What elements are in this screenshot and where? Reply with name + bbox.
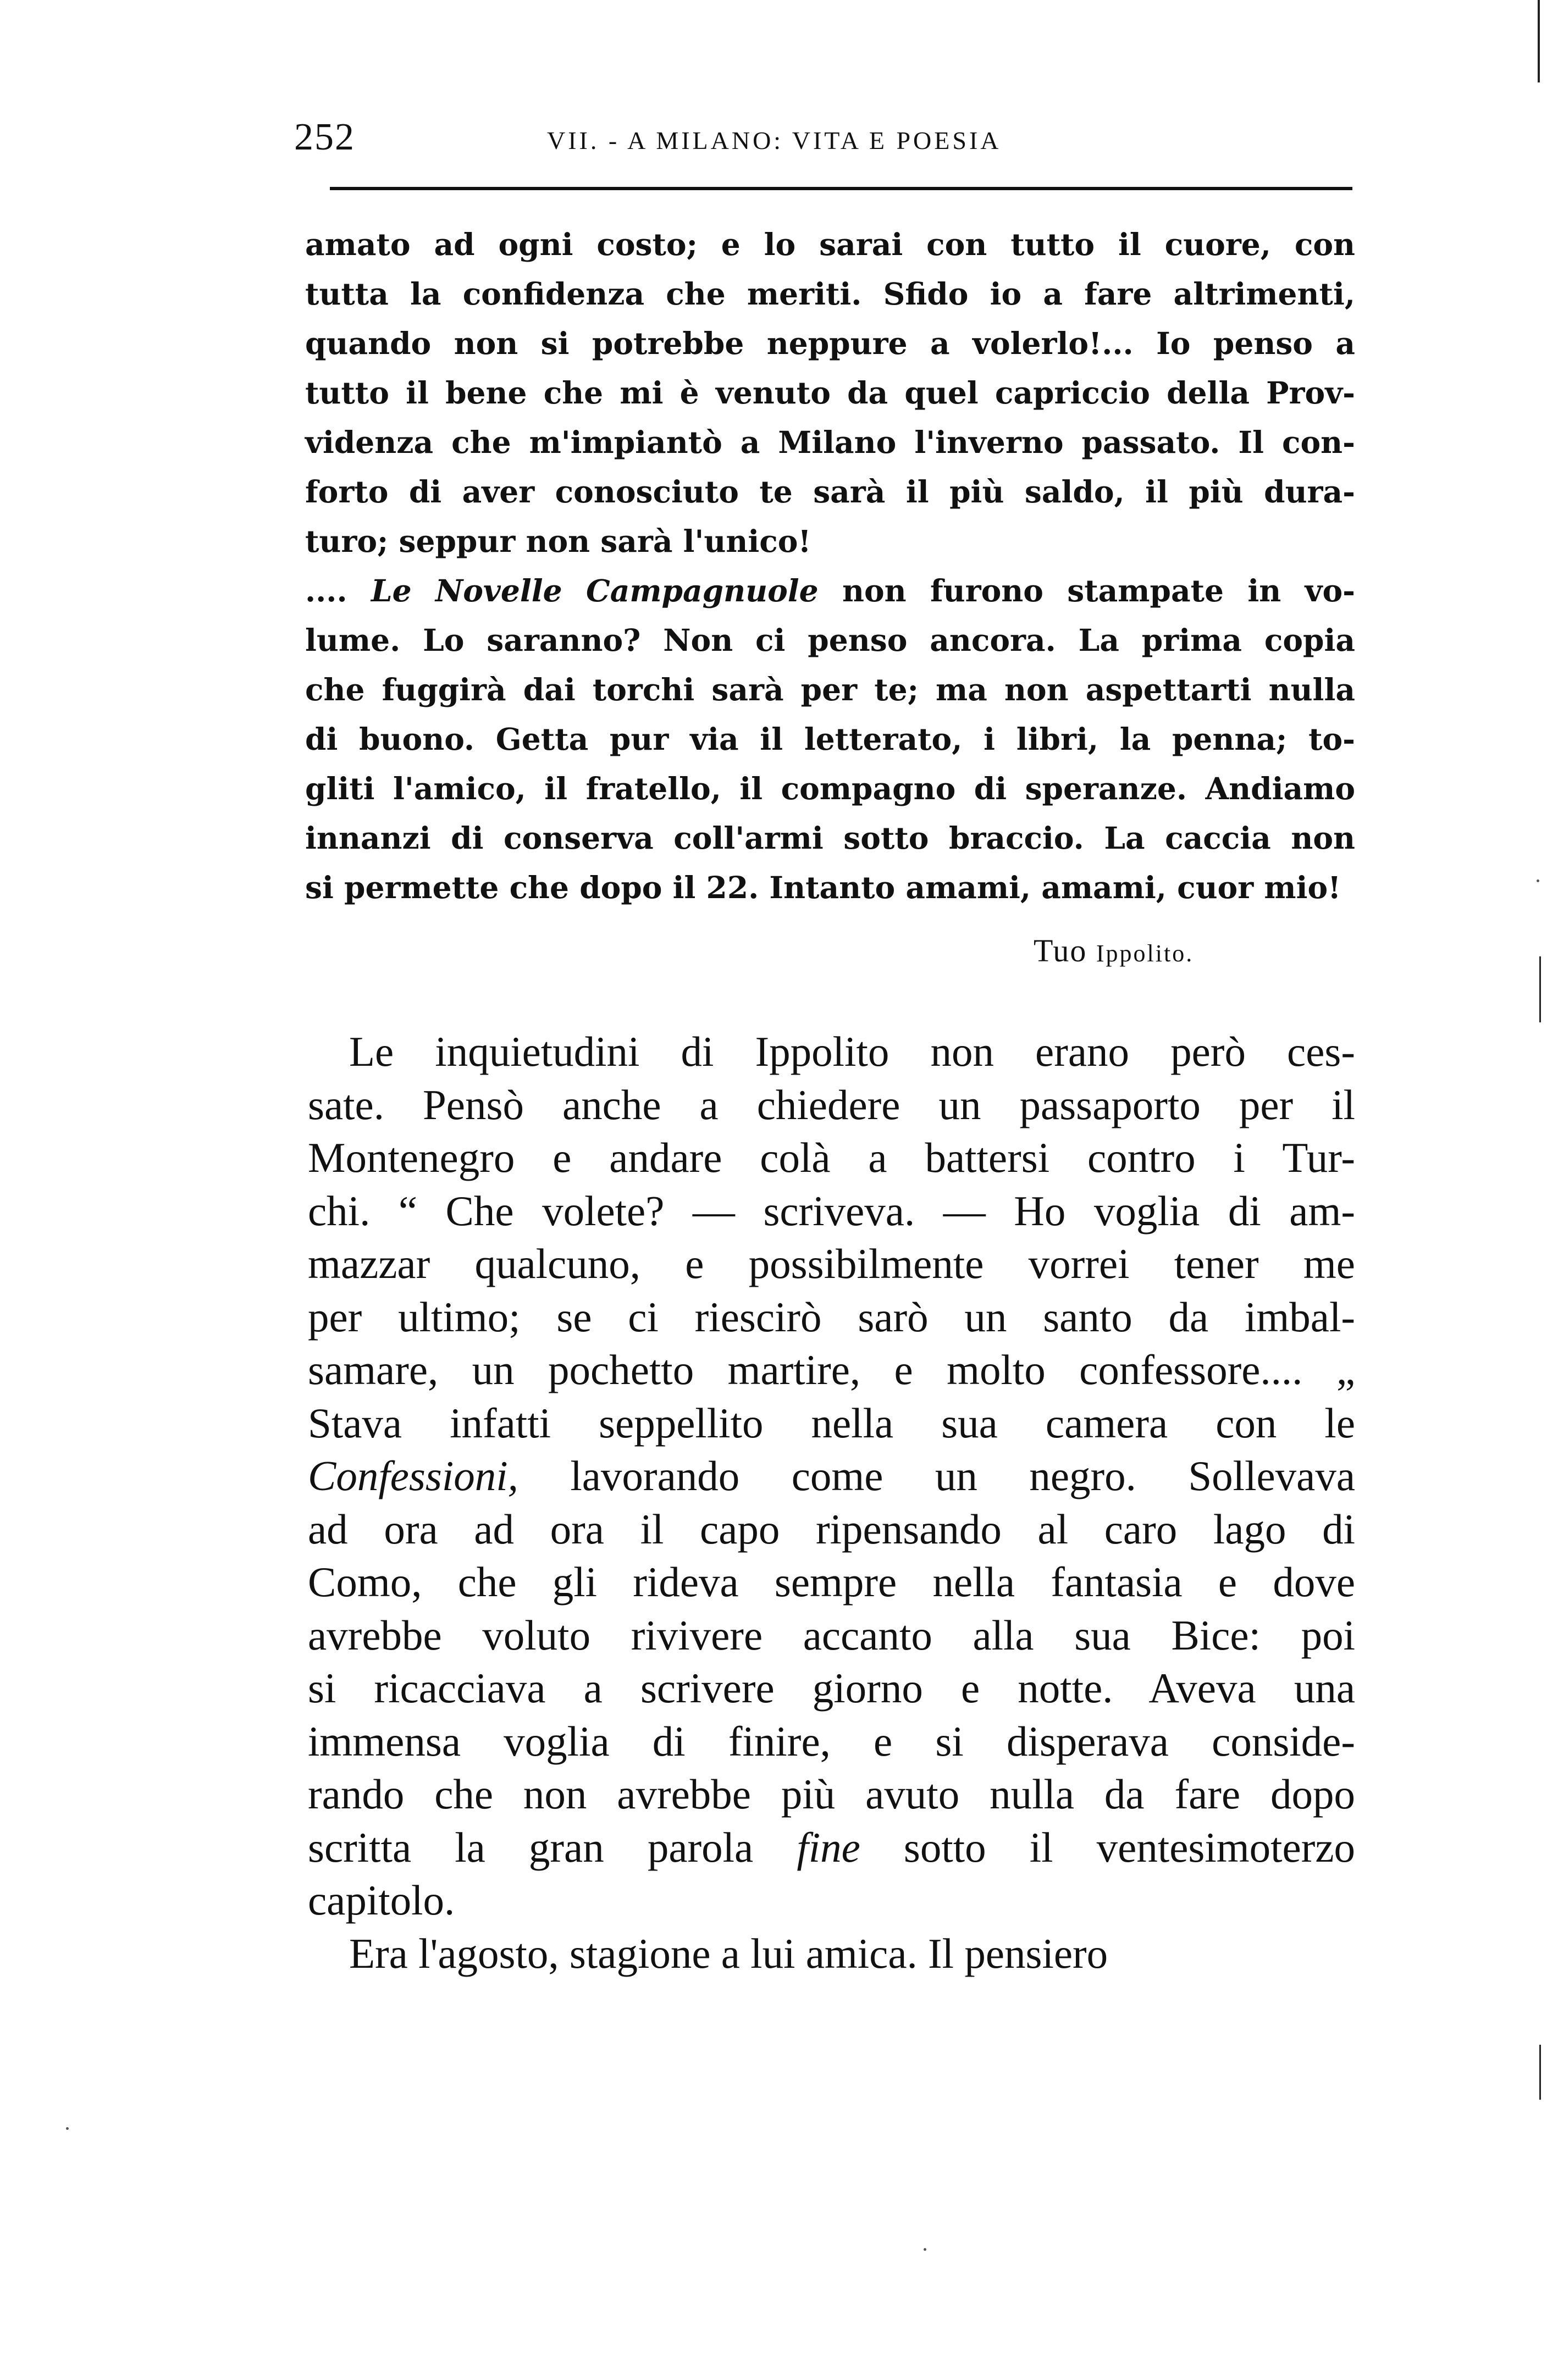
letter-line: amato ad ogni costo; e lo sarai con tutto il cuore, con bbox=[305, 226, 1355, 262]
body-line: per ultimo; se ci riescirò sarò un santo da imbal- bbox=[308, 1293, 1355, 1341]
letter-line: turo; seppur non sarà l'unico! bbox=[305, 523, 811, 559]
letter-line: innanzi di conserva coll'armi sotto braccio. La caccia non bbox=[305, 820, 1355, 856]
letter-line: lume. Lo saranno? Non ci penso ancora. La prima copia bbox=[305, 622, 1355, 658]
body-line: Montenegro e andare colà a battersi contro i Tur- bbox=[308, 1134, 1355, 1181]
signature-word: Tuo bbox=[1034, 933, 1087, 968]
body-line: ad ora ad ora il capo ripensando al caro lago di bbox=[308, 1505, 1355, 1553]
letter-line: tutto il bene che mi è venuto da quel capriccio della Prov- bbox=[305, 375, 1355, 411]
scan-edge-mark bbox=[1539, 2045, 1541, 2100]
body-text bbox=[308, 1025, 1355, 1980]
body-line: sate. Pensò anche a chiedere un passaporto per il bbox=[308, 1081, 1355, 1128]
line-text: non furono stampate in vo- bbox=[842, 573, 1356, 608]
body-line: Le inquietudini di Ippolito non erano però ces- bbox=[349, 1028, 1355, 1075]
page-number: 252 bbox=[294, 116, 355, 158]
letter-line: di buono. Getta pur via il letterato, i libri, la penna; to- bbox=[305, 721, 1355, 757]
scan-speck bbox=[66, 2127, 69, 2130]
body-line: avrebbe voluto rivivere accanto alla sua Bice: poi bbox=[308, 1611, 1355, 1659]
body-line: chi. “ Che volete? — scriveva. — Ho voglia di am- bbox=[308, 1187, 1355, 1235]
line-text: scritta la gran parola bbox=[308, 1823, 754, 1871]
letter-line: quando non si potrebbe neppure a volerlo!... Io penso a bbox=[305, 325, 1355, 361]
line-text: lavorando come un negro. Sollevava bbox=[570, 1452, 1355, 1499]
letter-line: videnza che m'impiantò a Milano l'inverno passato. Il con- bbox=[305, 424, 1355, 460]
body-line: Como, che gli rideva sempre nella fantasia e dove bbox=[308, 1558, 1355, 1606]
running-head: VII. - A MILANO: VITA E POESIA bbox=[547, 126, 1002, 154]
body-line: si ricacciava a scrivere giorno e notte. Aveva una bbox=[308, 1664, 1355, 1712]
body-line: Stava infatti seppellito nella sua camera con le bbox=[308, 1399, 1355, 1447]
header-rule bbox=[330, 187, 1352, 190]
scan-speck bbox=[1537, 879, 1539, 882]
letter-line: tutta la confidenza che meriti. Sfido io a fare altrimenti, bbox=[305, 276, 1355, 312]
body-line: rando che non avrebbe più avuto nulla da fare dopo bbox=[308, 1770, 1355, 1818]
letter-quote bbox=[305, 220, 1355, 912]
body-line bbox=[308, 1449, 1355, 1503]
scan-edge-mark bbox=[1538, 0, 1540, 82]
letter-signature bbox=[1034, 926, 1194, 978]
body-line: samare, un pochetto martire, e molto confessore.... „ bbox=[308, 1346, 1355, 1393]
scan-edge-mark bbox=[1539, 956, 1541, 1022]
page-header bbox=[294, 113, 1355, 162]
body-line: capitolo. bbox=[308, 1877, 455, 1924]
line-text: sotto il ventesimoterzo bbox=[903, 1823, 1356, 1871]
body-line: Era l'agosto, stagione a lui amica. Il pensiero bbox=[349, 1929, 1108, 1977]
letter-line: forto di aver conosciuto te sarà il più saldo, il più dura- bbox=[305, 474, 1355, 510]
italic-word: fine bbox=[797, 1823, 860, 1871]
body-line bbox=[308, 1821, 1355, 1874]
body-line: mazzar qualcuno, e possibilmente vorrei tener me bbox=[308, 1240, 1355, 1287]
ellipsis: .... bbox=[305, 573, 347, 608]
book-title-italic: Le Novelle Campagnuole bbox=[371, 573, 819, 608]
signature-name: Ippolito. bbox=[1096, 940, 1194, 967]
body-line: immensa voglia di finire, e si disperava conside- bbox=[308, 1717, 1355, 1765]
letter-line: che fuggirà dai torchi sarà per te; ma non aspettarti nulla bbox=[305, 672, 1355, 707]
book-title-italic: Confessioni, bbox=[308, 1452, 518, 1499]
letter-line: gliti l'amico, il fratello, il compagno di speranze. Andiamo bbox=[305, 771, 1355, 806]
letter-line bbox=[305, 566, 1355, 616]
letter-line: si permette che dopo il 22. Intanto amami, amami, cuor mio! bbox=[305, 870, 1341, 905]
scan-speck bbox=[924, 2248, 926, 2251]
